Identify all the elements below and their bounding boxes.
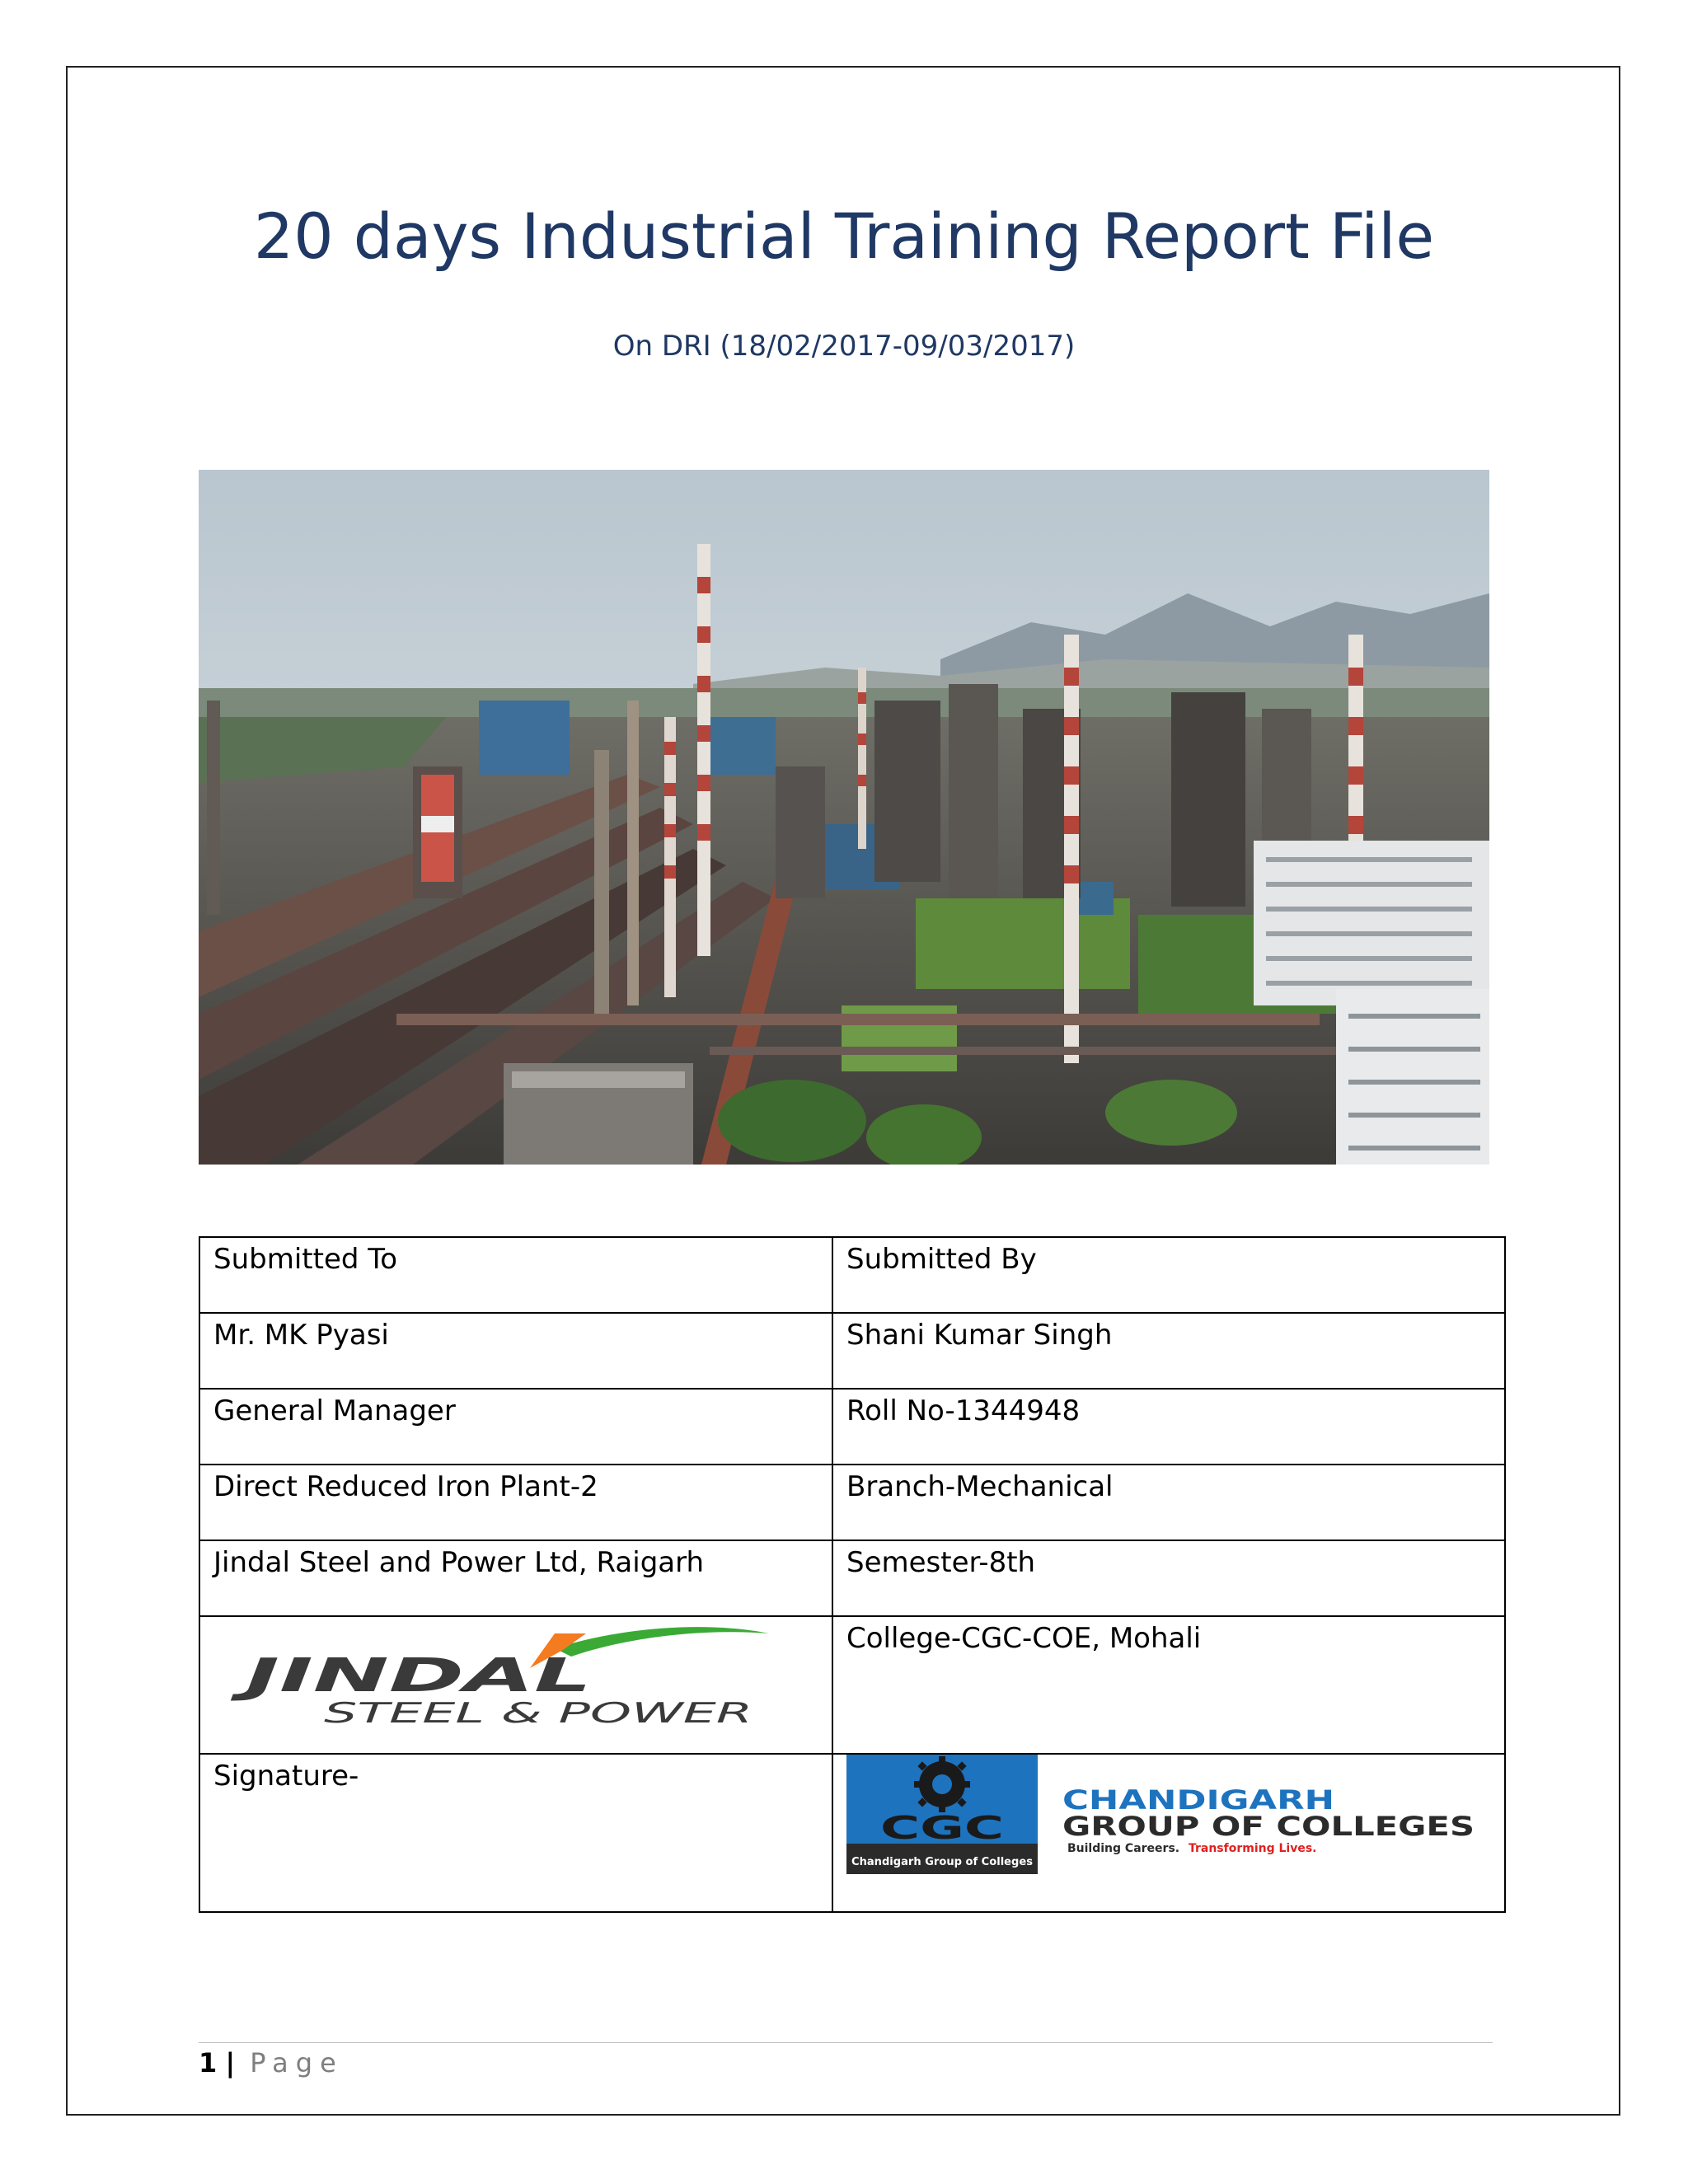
cgc-tagline-part2: Transforming Lives. [1188, 1842, 1317, 1855]
supervisor-designation: General Manager [199, 1389, 832, 1465]
jindal-logo-cell [199, 1616, 832, 1754]
roll-number: Roll No-1344948 [832, 1389, 1505, 1465]
branch: Branch-Mechanical [832, 1465, 1505, 1540]
signature-label: Signature- [199, 1754, 832, 1912]
cgc-tagline-part1: Building Careers. [1067, 1842, 1180, 1855]
document-title: 20 days Industrial Training Report File [253, 199, 1435, 273]
footer-separator: | [225, 2047, 236, 2079]
student-name: Shani Kumar Singh [832, 1313, 1505, 1389]
cgc-emblem-caption: Chandigarh Group of Colleges [851, 1856, 1034, 1868]
table-row [199, 1389, 1505, 1465]
submission-table [199, 1236, 1506, 1913]
table-row [199, 1313, 1505, 1389]
page-footer [199, 2047, 344, 2079]
page-number: 1 [199, 2047, 218, 2079]
college: College-CGC-COE, Mohali [832, 1616, 1505, 1754]
cgc-name-line2: GROUP OF COLLEGES [1062, 1811, 1475, 1842]
semester: Semester-8th [832, 1540, 1505, 1616]
table-row [199, 1237, 1505, 1313]
supervisor-department: Direct Reduced Iron Plant-2 [199, 1465, 832, 1540]
page-label: Page [250, 2047, 344, 2079]
table-row [199, 1754, 1505, 1912]
table-row [199, 1616, 1505, 1754]
jindal-logo-line1: JINDAL [229, 1649, 592, 1703]
table-row [199, 1465, 1505, 1540]
steel-plant-photo [199, 470, 1489, 1165]
supervisor-company: Jindal Steel and Power Ltd, Raigarh [199, 1540, 832, 1616]
cgc-logo [833, 1755, 1504, 1904]
footer-divider [199, 2042, 1493, 2043]
cgc-tagline [1067, 1842, 1317, 1855]
supervisor-name: Mr. MK Pyasi [199, 1313, 832, 1389]
submitted-by-header: Submitted By [832, 1237, 1505, 1313]
cgc-emblem-acronym: CGC [880, 1810, 1004, 1846]
table-row [199, 1540, 1505, 1616]
cgc-name-line1: CHANDIGARH [1062, 1784, 1334, 1816]
cgc-logo-cell [832, 1754, 1505, 1912]
document-subtitle: On DRI (18/02/2017-09/03/2017) [612, 330, 1076, 363]
jindal-logo-line2: STEEL & POWER [324, 1697, 753, 1730]
jindal-logo [200, 1617, 830, 1746]
submitted-to-header: Submitted To [199, 1237, 832, 1313]
